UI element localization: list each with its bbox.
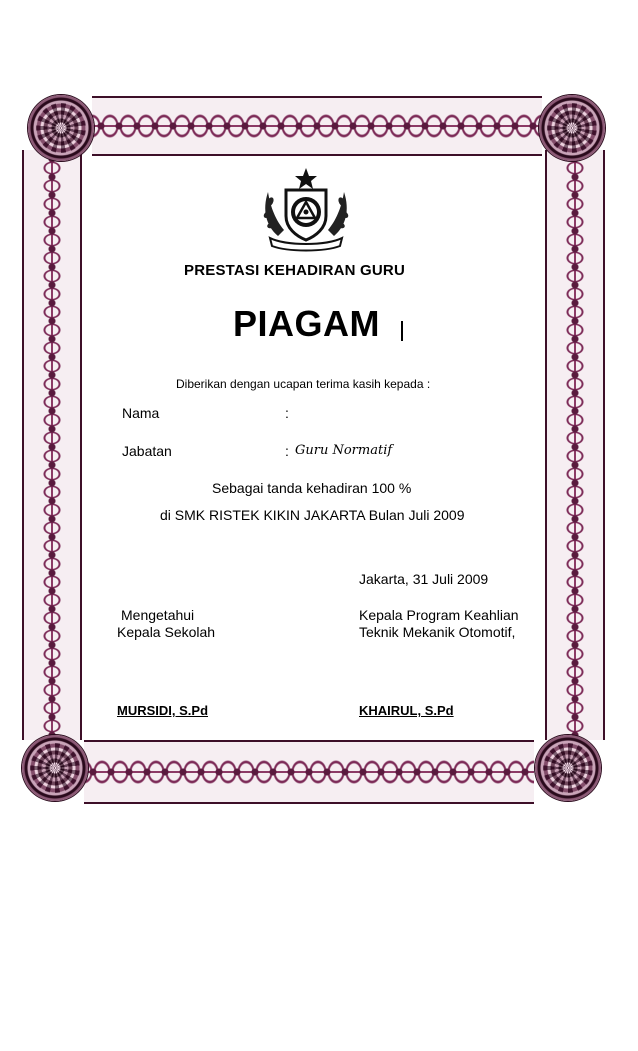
left-signature-line-1: Mengetahui — [121, 607, 195, 623]
field-label-position: Jabatan — [122, 443, 172, 459]
place-date: Jakarta, 31 Juli 2009 — [359, 571, 489, 587]
border-bottom — [84, 740, 534, 804]
border-top — [92, 96, 542, 156]
right-signature-line-2: Teknik Mekanik Otomotif, — [359, 624, 516, 640]
certificate-subtitle: PRESTASI KEHADIRAN GURU — [184, 262, 406, 279]
corner-medallion-top-right-icon — [539, 95, 605, 161]
border-left — [22, 150, 82, 740]
corner-medallion-bottom-right-icon — [535, 735, 601, 801]
left-signature-line-2: Kepala Sekolah — [117, 624, 216, 640]
field-colon-name: : — [285, 405, 289, 421]
field-label-name: Nama — [122, 405, 160, 421]
intro-text: Diberikan dengan ucapan terima kasih kepada : — [176, 377, 431, 391]
corner-medallion-top-left-icon — [28, 95, 94, 161]
statement-line-1: Sebagai tanda kehadiran 100 % — [212, 480, 412, 496]
border-right — [545, 150, 605, 740]
corner-medallion-bottom-left-icon — [22, 735, 88, 801]
field-colon-position: : — [285, 443, 289, 459]
right-signer-name: KHAIRUL, S.Pd — [359, 703, 454, 718]
certificate-title: PIAGAM — [233, 303, 380, 344]
field-value-position: Guru Normatif — [295, 443, 393, 458]
statement-line-2: di SMK RISTEK KIKIN JAKARTA Bulan Juli 2009 — [160, 507, 465, 523]
text-cursor-mark — [401, 321, 403, 341]
police-emblem-icon — [256, 166, 356, 252]
left-signer-name: MURSIDI, S.Pd — [117, 703, 209, 718]
right-signature-line-1: Kepala Program Keahlian — [359, 607, 519, 623]
